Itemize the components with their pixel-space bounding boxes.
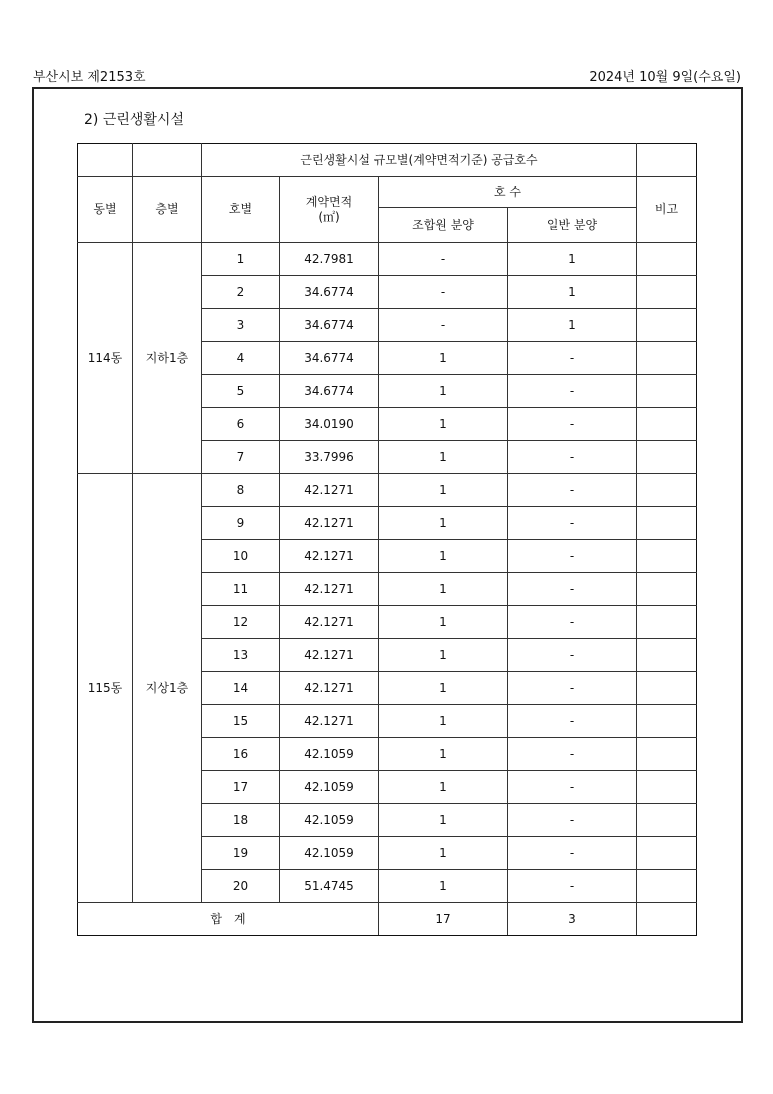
unit-cell: 14 <box>202 672 280 705</box>
area-cell: 34.6774 <box>280 342 379 375</box>
area-cell: 51.4745 <box>280 870 379 903</box>
member-count-cell: 1 <box>379 573 508 606</box>
floor-cell: 지하1층 <box>133 243 202 474</box>
total-note <box>637 903 697 936</box>
total-row <box>78 903 697 936</box>
unit-cell: 8 <box>202 474 280 507</box>
bulletin-date: 2024년 10월 9일(수요일) <box>589 70 741 85</box>
member-count-cell: - <box>379 276 508 309</box>
area-cell: 34.6774 <box>280 276 379 309</box>
unit-cell: 17 <box>202 771 280 804</box>
col-header-general: 일반 분양 <box>508 208 637 243</box>
general-count-cell: - <box>508 870 637 903</box>
area-cell: 34.6774 <box>280 309 379 342</box>
member-count-cell: 1 <box>379 837 508 870</box>
general-count-cell: - <box>508 837 637 870</box>
dong-cell: 114동 <box>78 243 133 474</box>
col-header-member: 조합원 분양 <box>379 208 508 243</box>
unit-cell: 12 <box>202 606 280 639</box>
bulletin-issue: 부산시보 제2153호 <box>33 70 146 85</box>
member-count-cell: 1 <box>379 342 508 375</box>
area-cell: 42.1271 <box>280 507 379 540</box>
member-count-cell: 1 <box>379 507 508 540</box>
note-cell <box>637 837 697 870</box>
area-cell: 33.7996 <box>280 441 379 474</box>
member-count-cell: 1 <box>379 441 508 474</box>
note-cell <box>637 243 697 276</box>
note-cell <box>637 672 697 705</box>
total-general: 3 <box>508 903 637 936</box>
general-count-cell: - <box>508 474 637 507</box>
note-cell <box>637 408 697 441</box>
general-count-cell: - <box>508 705 637 738</box>
note-cell <box>637 771 697 804</box>
general-count-cell: - <box>508 342 637 375</box>
running-header <box>33 66 741 85</box>
note-cell <box>637 342 697 375</box>
unit-cell: 5 <box>202 375 280 408</box>
general-count-cell: 1 <box>508 276 637 309</box>
area-cell: 42.1271 <box>280 540 379 573</box>
unit-cell: 1 <box>202 243 280 276</box>
unit-cell: 19 <box>202 837 280 870</box>
unit-cell: 7 <box>202 441 280 474</box>
area-cell: 42.1059 <box>280 837 379 870</box>
unit-cell: 4 <box>202 342 280 375</box>
member-count-cell: 1 <box>379 474 508 507</box>
unit-cell: 15 <box>202 705 280 738</box>
col-header-note: 비고 <box>637 177 697 243</box>
unit-cell: 2 <box>202 276 280 309</box>
note-cell <box>637 738 697 771</box>
note-cell <box>637 573 697 606</box>
unit-cell: 20 <box>202 870 280 903</box>
col-header-area-unit: (㎡) <box>318 209 340 224</box>
note-cell <box>637 276 697 309</box>
note-cell <box>637 705 697 738</box>
member-count-cell: - <box>379 309 508 342</box>
dong-cell: 115동 <box>78 474 133 903</box>
general-count-cell: - <box>508 639 637 672</box>
member-count-cell: - <box>379 243 508 276</box>
area-cell: 42.1271 <box>280 705 379 738</box>
note-cell <box>637 804 697 837</box>
general-count-cell: - <box>508 375 637 408</box>
unit-cell: 6 <box>202 408 280 441</box>
area-cell: 42.1059 <box>280 771 379 804</box>
area-cell: 42.7981 <box>280 243 379 276</box>
member-count-cell: 1 <box>379 408 508 441</box>
section-title: 2) 근린생활시설 <box>84 112 184 128</box>
note-cell <box>637 474 697 507</box>
general-count-cell: 1 <box>508 309 637 342</box>
total-label: 합 계 <box>78 903 379 936</box>
member-count-cell: 1 <box>379 540 508 573</box>
general-count-cell: - <box>508 573 637 606</box>
general-count-cell: - <box>508 540 637 573</box>
area-cell: 42.1059 <box>280 804 379 837</box>
total-member: 17 <box>379 903 508 936</box>
table-title: 근린생활시설 규모별(계약면적기준) 공급호수 <box>202 144 637 177</box>
col-header-floor: 층별 <box>133 177 202 243</box>
note-cell <box>637 375 697 408</box>
unit-cell: 9 <box>202 507 280 540</box>
area-cell: 34.0190 <box>280 408 379 441</box>
member-count-cell: 1 <box>379 870 508 903</box>
unit-cell: 13 <box>202 639 280 672</box>
col-header-area-label: 계약면적 <box>305 195 353 210</box>
general-count-cell: - <box>508 804 637 837</box>
general-count-cell: - <box>508 507 637 540</box>
header-blank-cell <box>133 144 202 177</box>
supply-table <box>77 143 697 936</box>
col-header-unit: 호별 <box>202 177 280 243</box>
area-cell: 42.1271 <box>280 474 379 507</box>
floor-cell: 지상1층 <box>133 474 202 903</box>
unit-cell: 11 <box>202 573 280 606</box>
general-count-cell: - <box>508 606 637 639</box>
general-count-cell: - <box>508 672 637 705</box>
member-count-cell: 1 <box>379 375 508 408</box>
area-cell: 34.6774 <box>280 375 379 408</box>
member-count-cell: 1 <box>379 639 508 672</box>
table-row <box>78 474 697 507</box>
unit-cell: 16 <box>202 738 280 771</box>
unit-cell: 18 <box>202 804 280 837</box>
area-cell: 42.1271 <box>280 639 379 672</box>
member-count-cell: 1 <box>379 672 508 705</box>
note-cell <box>637 639 697 672</box>
note-cell <box>637 441 697 474</box>
header-blank-cell <box>637 144 697 177</box>
member-count-cell: 1 <box>379 771 508 804</box>
unit-cell: 10 <box>202 540 280 573</box>
general-count-cell: 1 <box>508 243 637 276</box>
note-cell <box>637 507 697 540</box>
note-cell <box>637 540 697 573</box>
general-count-cell: - <box>508 738 637 771</box>
table-row <box>78 243 697 276</box>
note-cell <box>637 870 697 903</box>
unit-cell: 3 <box>202 309 280 342</box>
general-count-cell: - <box>508 771 637 804</box>
general-count-cell: - <box>508 441 637 474</box>
member-count-cell: 1 <box>379 738 508 771</box>
member-count-cell: 1 <box>379 804 508 837</box>
header-blank-cell <box>78 144 133 177</box>
col-header-area <box>280 177 379 243</box>
area-cell: 42.1271 <box>280 573 379 606</box>
note-cell <box>637 606 697 639</box>
note-cell <box>637 309 697 342</box>
member-count-cell: 1 <box>379 606 508 639</box>
area-cell: 42.1271 <box>280 672 379 705</box>
area-cell: 42.1271 <box>280 606 379 639</box>
area-cell: 42.1059 <box>280 738 379 771</box>
member-count-cell: 1 <box>379 705 508 738</box>
col-header-dong: 동별 <box>78 177 133 243</box>
general-count-cell: - <box>508 408 637 441</box>
col-header-count: 호 수 <box>379 177 637 208</box>
